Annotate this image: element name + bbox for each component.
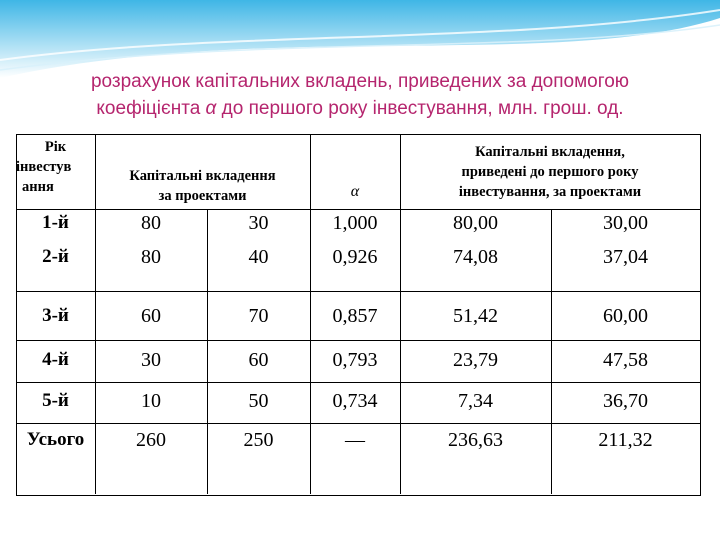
project-1-value: 30: [141, 349, 161, 371]
discounted-2-value: 36,70: [603, 390, 648, 412]
alpha-value: 1,000: [332, 212, 378, 234]
table-grid-line: [16, 340, 700, 341]
title-line-1: розрахунок капітальних вкладень, приведених за допомогою: [90, 71, 630, 92]
title-text: коефіцієнта: [96, 98, 206, 119]
title-text: до першого року інвестування, млн. грош. од.: [216, 98, 624, 119]
header-text: Капітальні вкладення,: [475, 144, 625, 160]
year-cell: 5-й: [42, 390, 69, 411]
table-grid-line: [16, 382, 700, 383]
header-text: ання: [22, 179, 54, 195]
alpha-value: 0,793: [332, 349, 378, 371]
project-2-value: 250: [243, 429, 274, 451]
year-cell: Усього: [26, 429, 85, 450]
project-2-value: 40: [248, 246, 269, 268]
project-2-value: 70: [248, 305, 269, 327]
project-1-value: 60: [141, 305, 161, 327]
year-cell: 2-й: [42, 246, 69, 267]
project-2-value: 50: [248, 390, 269, 412]
title-line-2: [20, 95, 700, 122]
header-text: інвестув: [16, 159, 72, 175]
year-cell: 4-й: [42, 349, 69, 370]
discounted-1-value: 236,63: [448, 429, 503, 451]
discounted-1-value: 51,42: [453, 305, 498, 327]
table-grid-line: [16, 423, 700, 424]
project-1-value: 80: [141, 212, 161, 234]
header-discounted: [400, 142, 700, 202]
header-text: приведені до першого року: [461, 164, 639, 180]
project-1-value: 10: [141, 390, 161, 412]
discounted-2-value: 37,04: [603, 246, 648, 268]
table-grid-line: [16, 209, 700, 210]
discounted-1-value: 23,79: [453, 349, 498, 371]
header-investments: [95, 166, 310, 206]
discounted-2-value: 60,00: [603, 305, 648, 327]
discounted-2-value: 211,32: [598, 429, 653, 451]
project-1-value: 260: [136, 429, 166, 451]
header-alpha: α: [350, 183, 360, 200]
header-text: інвестування, за проектами: [458, 184, 642, 200]
header-text: за проектами: [158, 188, 247, 204]
alpha-symbol: α: [205, 98, 217, 119]
year-cell: 1-й: [42, 212, 69, 233]
year-cell: 3-й: [42, 305, 69, 326]
alpha-value: 0,734: [332, 390, 378, 412]
alpha-value: 0,926: [332, 246, 378, 268]
alpha-value: —: [345, 429, 365, 451]
discounted-1-value: 74,08: [453, 246, 498, 268]
discounted-2-value: 30,00: [603, 212, 648, 234]
discounted-1-value: 7,34: [458, 390, 493, 412]
alpha-value: 0,857: [332, 305, 378, 327]
discounted-2-value: 47,58: [603, 349, 648, 371]
header-year: [16, 137, 95, 197]
discounted-1-value: 80,00: [453, 212, 498, 234]
header-text: Рік: [44, 139, 67, 155]
table-grid-line: [16, 291, 700, 292]
project-1-value: 80: [141, 246, 161, 268]
project-2-value: 60: [248, 349, 269, 371]
slide-title: [20, 68, 700, 122]
header-text: Капітальні вкладення: [129, 168, 276, 184]
project-2-value: 30: [248, 212, 269, 234]
